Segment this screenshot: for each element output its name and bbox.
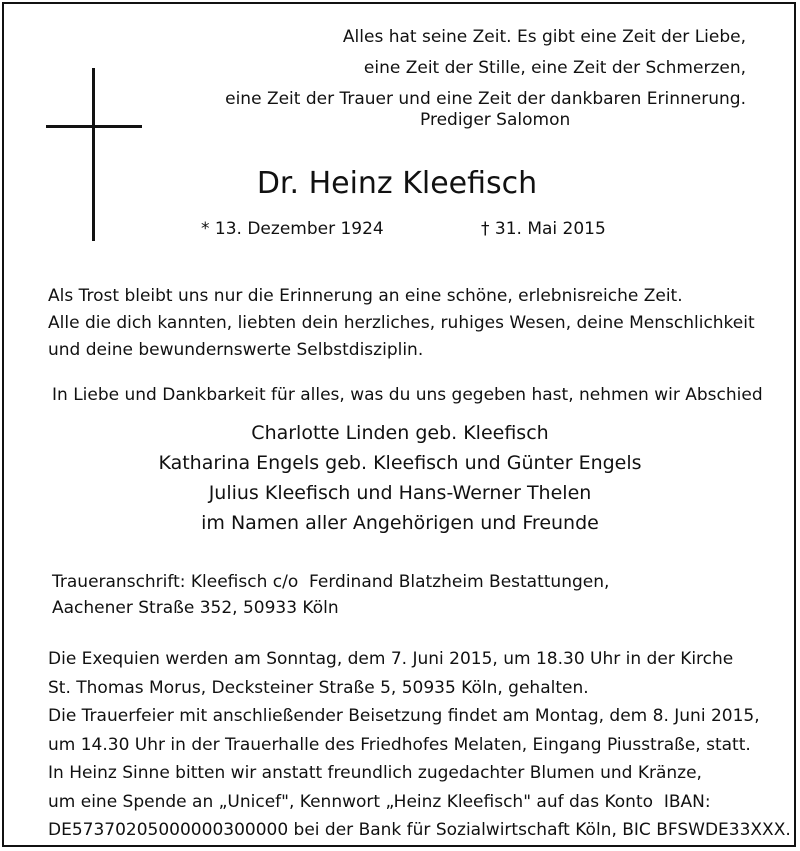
service-line: Die Trauerfeier mit anschließender Beisetzung findet am Montag, dem 8. Juni 2015,	[48, 706, 760, 726]
tribute-paragraph	[48, 283, 755, 364]
address-line: Aachener Straße 352, 50933 Köln	[52, 598, 339, 618]
deceased-name	[0, 166, 800, 201]
service-line: In Heinz Sinne bitten wir anstatt freundlich zugedachter Blumen und Kränze,	[48, 763, 702, 783]
death-date: † 31. Mai 2015	[481, 219, 606, 239]
deceased-name-text: Dr. Heinz Kleefisch	[256, 166, 538, 201]
mourners-list	[0, 418, 800, 538]
cross-vertical-bar	[92, 68, 95, 241]
tribute-line: Alle die dich kannten, liebten dein herzliches, ruhiges Wesen, deine Menschlichkeit	[48, 313, 755, 333]
address-line: Traueranschrift: Kleefisch c/o Ferdinand Blatzheim Bestattungen,	[52, 572, 610, 592]
service-line: um 14.30 Uhr in der Trauerhalle des Friedhofes Melaten, Eingang Piusstraße, statt.	[48, 734, 751, 755]
birth-date: * 13. Dezember 1924	[201, 219, 384, 239]
farewell-text: In Liebe und Dankbarkeit für alles, was du uns gegeben hast, nehmen wir Abschied	[52, 385, 763, 405]
service-paragraph	[48, 645, 791, 845]
verse-line: Alles hat seine Zeit. Es gibt eine Zeit der Liebe,	[342, 27, 746, 47]
mourner-line: Charlotte Linden geb. Kleefisch	[251, 422, 549, 444]
bible-verse	[186, 22, 746, 115]
verse-author: Prediger Salomon	[420, 110, 571, 130]
mourner-line: im Namen aller Angehörigen und Freunde	[201, 512, 599, 534]
mourning-address	[52, 569, 609, 621]
tribute-line: und deine bewundernswerte Selbstdisziplin.	[48, 340, 424, 360]
service-line: St. Thomas Morus, Decksteiner Straße 5, 50935 Köln, gehalten.	[48, 677, 589, 698]
service-line: DE57370205000000300000 bei der Bank für Sozialwirtschaft Köln, BIC BFSWDE33XXX.	[48, 820, 791, 840]
mourner-line: Julius Kleefisch und Hans-Werner Thelen	[208, 482, 592, 504]
service-line: Die Exequien werden am Sonntag, dem 7. Juni 2015, um 18.30 Uhr in der Kirche	[48, 649, 734, 669]
verse-line: eine Zeit der Stille, eine Zeit der Schmerzen,	[363, 58, 746, 78]
tribute-line: Als Trost bleibt uns nur die Erinnerung an eine schöne, erlebnisreiche Zeit.	[48, 286, 683, 306]
service-line: um eine Spende an „Unicef", Kennwort „Heinz Kleefisch" auf das Konto IBAN:	[48, 791, 711, 812]
verse-line: eine Zeit der Trauer und eine Zeit der dankbaren Erinnerung.	[225, 89, 746, 109]
cross-horizontal-bar	[46, 125, 142, 128]
mourner-line: Katharina Engels geb. Kleefisch und Günter Engels	[158, 452, 642, 474]
